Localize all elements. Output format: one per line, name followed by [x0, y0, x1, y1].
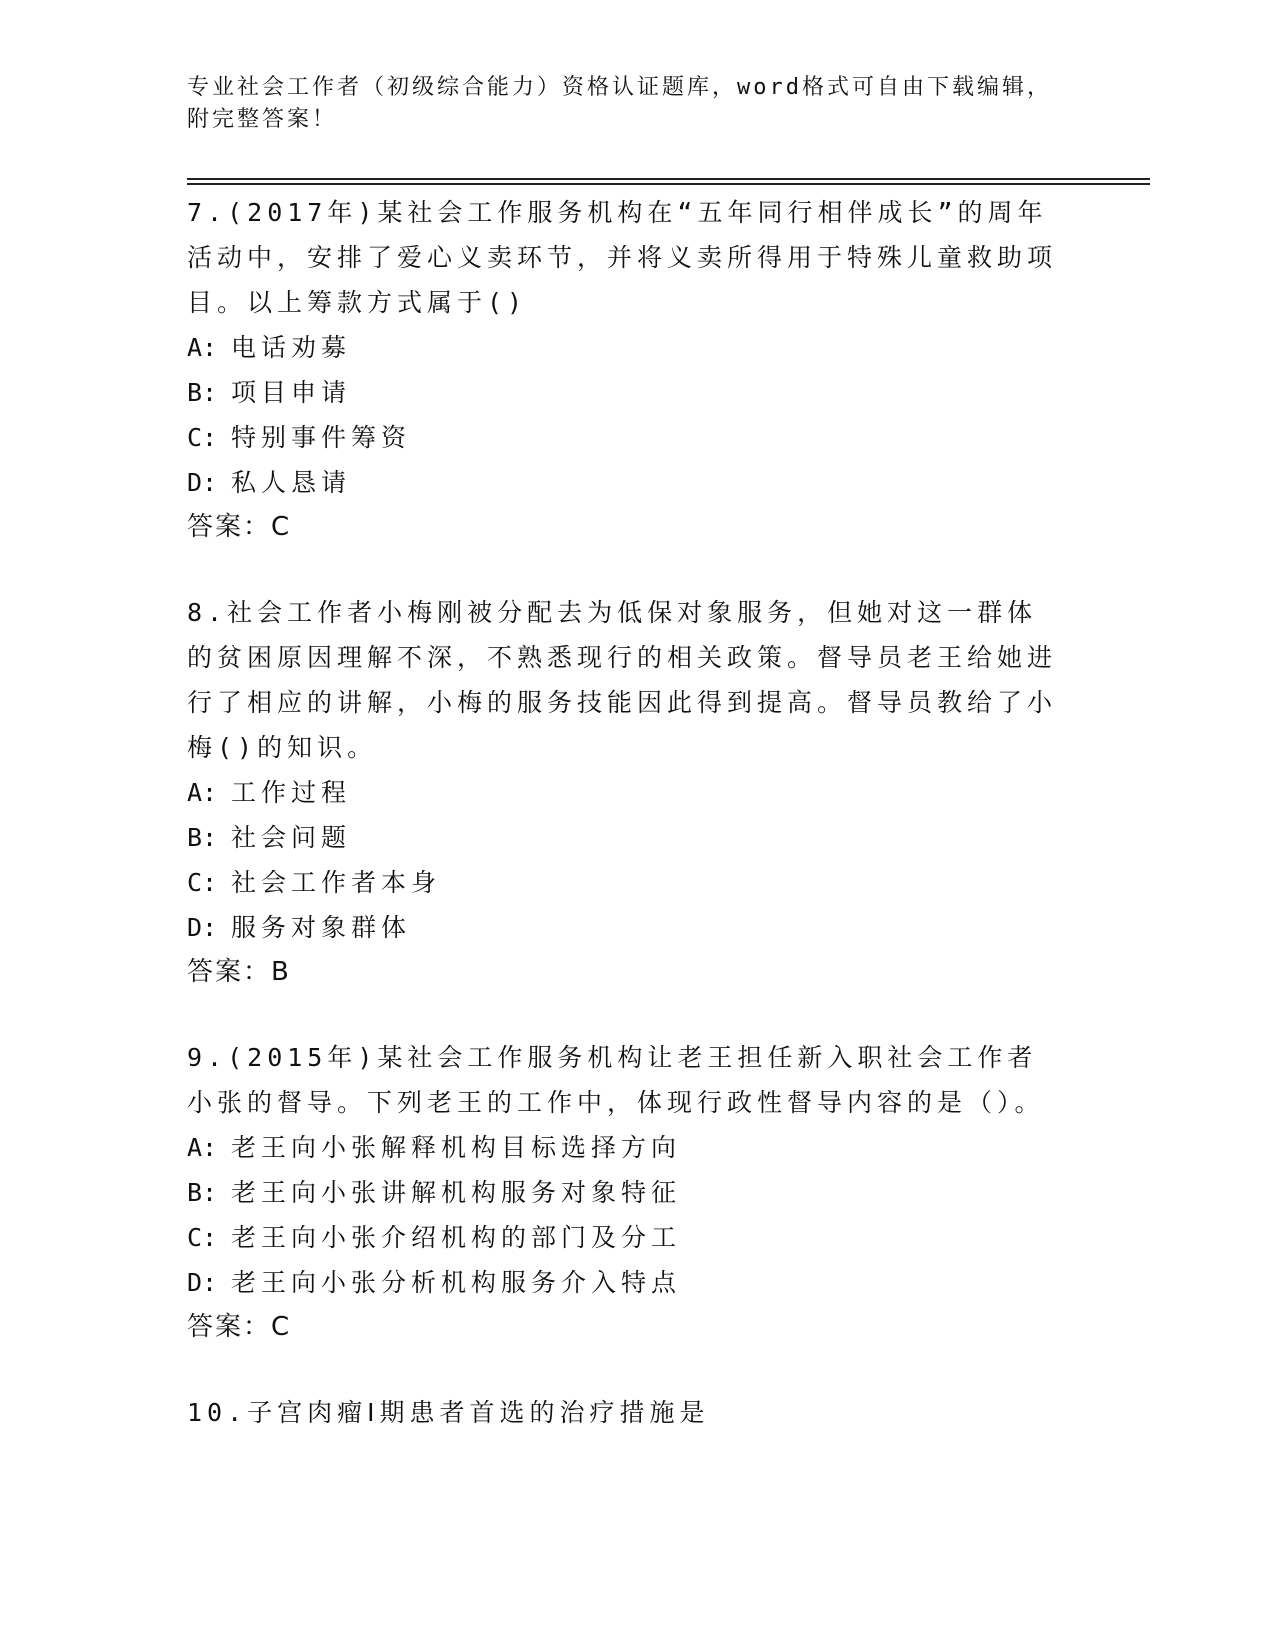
option-key: B: — [187, 823, 218, 852]
option-d — [187, 1260, 1067, 1305]
question-list — [187, 190, 1067, 1475]
option-text: 老王向小张介绍机构的部门及分工 — [231, 1223, 682, 1252]
option-text: 老王向小张分析机构服务介入特点 — [231, 1268, 682, 1297]
option-text: 特别事件筹资 — [231, 423, 412, 452]
option-key: D: — [187, 468, 218, 497]
answer: 答案：C — [187, 1312, 292, 1342]
option-key: D: — [187, 913, 218, 942]
option-key: A: — [187, 333, 218, 362]
question-8 — [187, 590, 1067, 995]
question-9 — [187, 1035, 1067, 1350]
option-text: 私人恳请 — [231, 468, 352, 497]
option-c — [187, 1215, 1067, 1260]
option-b — [187, 1170, 1067, 1215]
option-text: 服务对象群体 — [231, 913, 412, 942]
header-divider-top — [187, 178, 1150, 180]
header-divider-bottom — [187, 183, 1150, 185]
option-text: 社会工作者本身 — [231, 868, 442, 897]
option-key: C: — [187, 868, 218, 897]
question-text: 10.子宫肉瘤Ⅰ期患者首选的治疗措施是 — [187, 1398, 710, 1427]
option-b — [187, 370, 1067, 415]
option-key: D: — [187, 1268, 218, 1297]
question-7 — [187, 190, 1067, 550]
option-text: 老王向小张解释机构目标选择方向 — [231, 1133, 682, 1162]
option-key: B: — [187, 1178, 218, 1207]
option-key: B: — [187, 378, 218, 407]
option-key: C: — [187, 423, 218, 452]
question-text: 9.(2015年)某社会工作服务机构让老王担任新入职社会工作者小张的督导。下列老王的工作中，体现行政性督导内容的是（）。 — [187, 1043, 1045, 1117]
option-text: 项目申请 — [231, 378, 352, 407]
question-text: 8.社会工作者小梅刚被分配去为低保对象服务，但她对这一群体的贫困原因理解不深，不熟悉现行的相关政策。督导员老王给她进行了相应的讲解，小梅的服务技能因此得到提高。督导员教给了小梅()的知识。 — [187, 598, 1058, 762]
option-c — [187, 415, 1067, 460]
option-key: A: — [187, 778, 218, 807]
option-c — [187, 860, 1067, 905]
option-b — [187, 815, 1067, 860]
answer: 答案：C — [187, 512, 292, 542]
answer: 答案：B — [187, 957, 291, 987]
option-d — [187, 460, 1067, 505]
option-d — [187, 905, 1067, 950]
option-text: 电话劝募 — [231, 333, 352, 362]
question-text: 7.(2017年)某社会工作服务机构在“五年同行相伴成长”的周年活动中，安排了爱心义卖环节，并将义卖所得用于特殊儿童救助项目。以上筹款方式属于() — [187, 198, 1058, 317]
question-10 — [187, 1390, 1067, 1435]
option-key: A: — [187, 1133, 218, 1162]
option-text: 工作过程 — [231, 778, 352, 807]
document-header: 专业社会工作者（初级综合能力）资格认证题库，word格式可自由下载编辑，附完整答案！ — [187, 75, 1052, 132]
option-text: 老王向小张讲解机构服务对象特征 — [231, 1178, 682, 1207]
option-key: C: — [187, 1223, 218, 1252]
option-a — [187, 1125, 1067, 1170]
option-text: 社会问题 — [231, 823, 352, 852]
option-a — [187, 325, 1067, 370]
option-a — [187, 770, 1067, 815]
